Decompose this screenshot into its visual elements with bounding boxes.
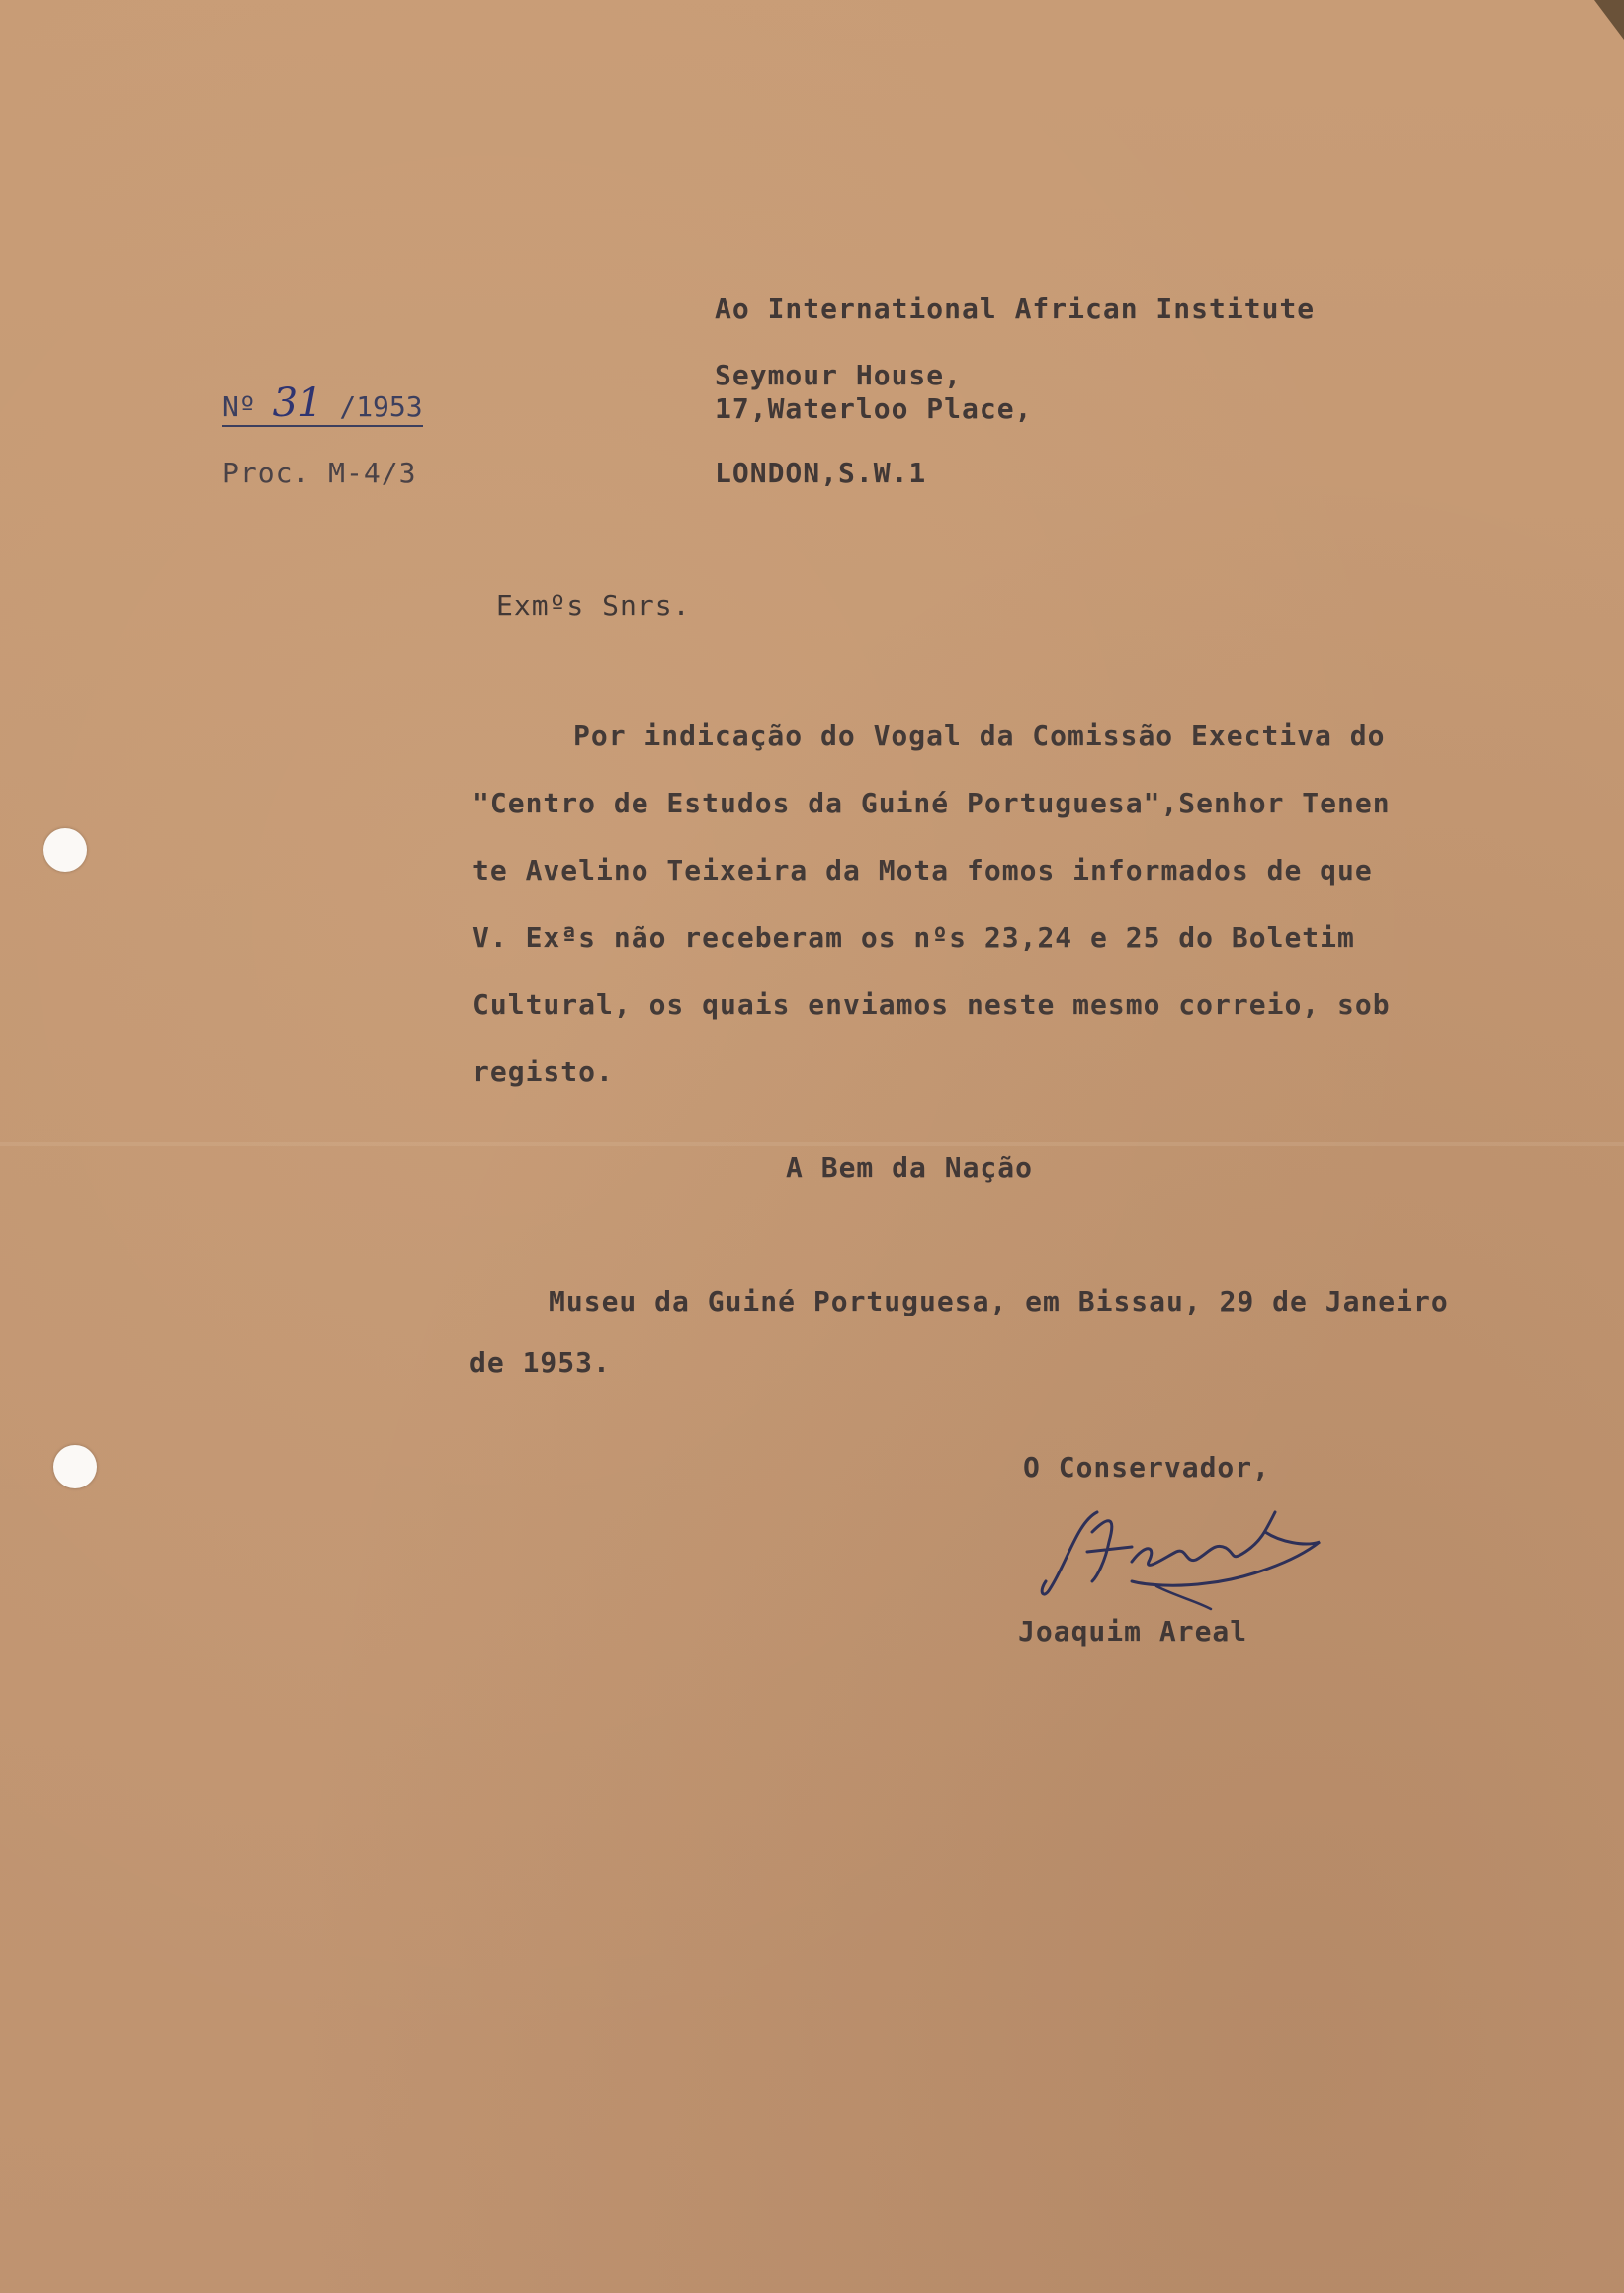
reference-number-year: /1953 xyxy=(339,390,423,423)
place-date-line-2: de 1953. xyxy=(470,1346,611,1379)
punch-hole-top xyxy=(43,828,87,872)
signatory-title: O Conservador, xyxy=(1023,1451,1271,1484)
body-line: registo. xyxy=(472,1056,614,1088)
paper-fold-line xyxy=(0,1142,1624,1146)
reference-number-prefix: Nº xyxy=(222,390,256,423)
body-line: "Centro de Estudos da Guiné Portuguesa",Senhor Tenen xyxy=(472,787,1391,819)
body-line: Por indicação do Vogal da Comissão Exectiva do xyxy=(573,720,1386,752)
punch-hole-bottom xyxy=(53,1445,97,1488)
body-line: Cultural, os quais enviamos neste mesmo correio, sob xyxy=(472,988,1391,1021)
body-line: V. Exªs não receberam os nºs 23,24 e 25 do Boletim xyxy=(472,921,1355,954)
address-line-2: 17,Waterloo Place, xyxy=(715,392,1033,425)
reference-number-handwritten: 31 xyxy=(272,381,323,426)
torn-corner xyxy=(1594,0,1624,40)
place-date-line-1: Museu da Guiné Portuguesa, em Bissau, 29 de Janeiro xyxy=(549,1285,1449,1317)
salutation: Exmºs Snrs. xyxy=(496,589,691,622)
address-line-1: Seymour House, xyxy=(715,359,963,391)
handwritten-signature xyxy=(1038,1502,1334,1611)
signatory-name: Joaquim Areal xyxy=(1018,1615,1248,1648)
closing-motto: A Bem da Nação xyxy=(786,1151,1034,1184)
addressee-name: Ao International African Institute xyxy=(715,293,1316,325)
body-line: te Avelino Teixeira da Mota fomos informados de que xyxy=(472,854,1373,887)
address-line-3: LONDON,S.W.1 xyxy=(715,457,927,489)
process-reference: Proc. M-4/3 xyxy=(222,457,417,489)
reference-number xyxy=(222,381,423,426)
